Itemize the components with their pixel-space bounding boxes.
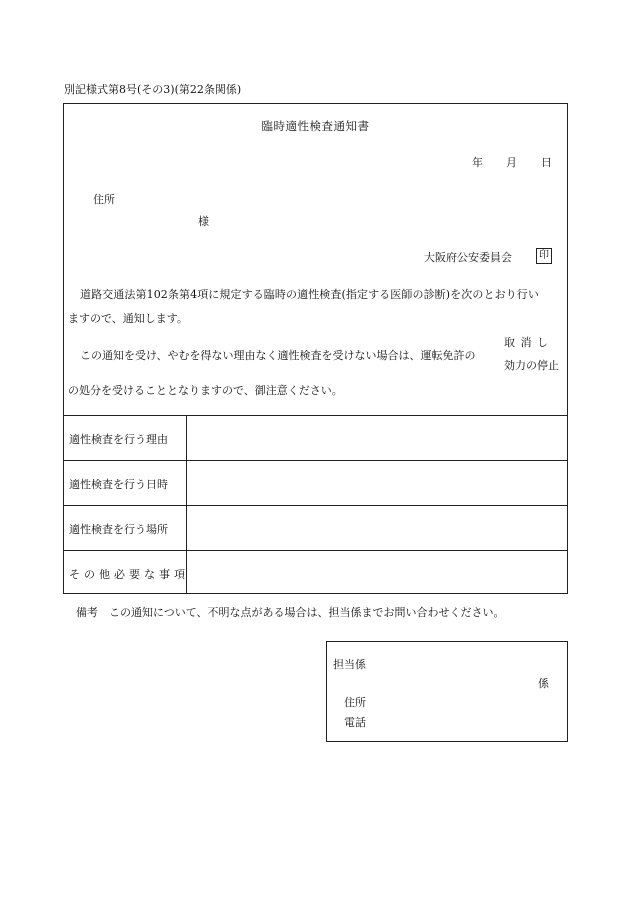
table-top-rule [64,415,567,416]
paragraph1-line2: ますので、通知します。 [68,312,188,325]
issuer-name: 大阪府公安委員会 [424,251,512,264]
date-day: 日 [541,156,552,169]
contact-section-label: 担当係 [333,658,366,671]
form-title: 臨時適性検査通知書 [261,119,370,133]
row-label-place: 適性検査を行う場所 [69,523,168,536]
table-rule-3 [64,550,567,551]
date-year: 年 [472,156,483,169]
paragraph2-option-suspend: 効力の停止 [504,359,559,372]
paragraph2-line2: の処分を受けることとなりますので、御注意ください。 [68,384,343,397]
row-label-datetime: 適性検査を行う日時 [69,478,168,491]
recipient-address-label: 住所 [93,193,115,206]
row-label-reason: 適性検査を行う理由 [69,433,168,446]
paragraph2-option-revoke: 取 消 し [504,336,549,349]
form-number: 別記様式第8号(その3)(第22条関係) [64,83,242,96]
seal-char: 印 [536,248,552,264]
seal-mark [536,248,552,264]
notice-form [63,103,568,594]
contact-phone-label: 電話 [344,716,366,729]
remark-note: 備考 この通知について、不明な点がある場合は、担当係までお問い合わせください。 [76,606,505,619]
paragraph2-main: この通知を受け、やむを得ない理由なく適性検査を受けない場合は、運転免許の [80,349,476,362]
contact-address-label: 住所 [344,696,366,709]
recipient-honorific: 様 [198,215,209,228]
paragraph1-line1: 道路交通法第102条第4項に規定する臨時の適性検査(指定する医師の診断)を次のとおり行い [80,288,539,301]
table-rule-1 [64,460,567,461]
row-label-other: その他必要な事項 [69,568,189,581]
contact-section-suffix: 係 [538,677,549,690]
contact-box [326,641,568,742]
table-rule-2 [64,505,567,506]
date-month: 月 [506,156,517,169]
